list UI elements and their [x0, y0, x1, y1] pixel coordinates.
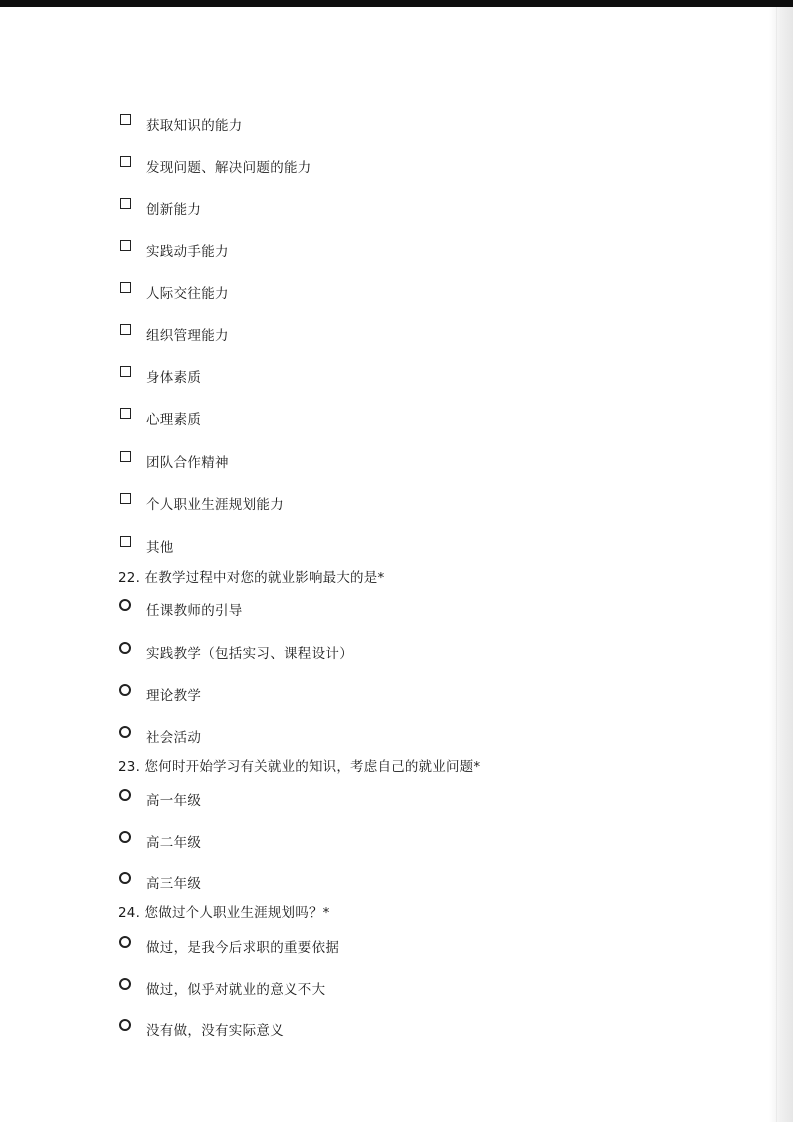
q21-option[interactable]: [0, 324, 700, 350]
q21-option-label: 实践动手能力: [146, 244, 229, 260]
q24-option-label: 做过，是我今后求职的重要依据: [146, 940, 340, 956]
q24-option[interactable]: [0, 936, 700, 962]
q21-option-label: 创新能力: [146, 202, 202, 218]
checkbox-icon[interactable]: [120, 156, 131, 167]
q21-option[interactable]: [0, 198, 700, 224]
checkbox-icon[interactable]: [120, 114, 131, 125]
q21-option-label: 其他: [146, 540, 174, 556]
radio-icon[interactable]: [119, 684, 131, 696]
q21-option[interactable]: [0, 156, 700, 182]
q21-option-label: 组织管理能力: [146, 328, 229, 344]
q23-option-label: 高三年级: [146, 876, 202, 892]
q21-option[interactable]: [0, 240, 700, 266]
checkbox-icon[interactable]: [120, 536, 131, 547]
checkbox-icon[interactable]: [120, 493, 131, 504]
q24-option[interactable]: [0, 1019, 700, 1045]
q21-option-label: 获取知识的能力: [146, 118, 243, 134]
checkbox-icon[interactable]: [120, 366, 131, 377]
q21-option-label: 心理素质: [146, 412, 202, 428]
q21-option[interactable]: [0, 282, 700, 308]
checkbox-icon[interactable]: [120, 198, 131, 209]
q23-option-label: 高一年级: [146, 793, 202, 809]
q24-option-label: 没有做，没有实际意义: [146, 1023, 284, 1039]
q21-option-label: 个人职业生涯规划能力: [146, 497, 284, 513]
q23-option[interactable]: [0, 872, 700, 898]
q22-option[interactable]: [0, 599, 700, 625]
scan-top-border: [0, 0, 793, 7]
checkbox-icon[interactable]: [120, 282, 131, 293]
q22-option[interactable]: [0, 642, 700, 668]
q22-option-label: 实践教学（包括实习、课程设计）: [146, 646, 353, 662]
q22-option[interactable]: [0, 684, 700, 710]
q22-option-label: 理论教学: [146, 688, 202, 704]
q23-title: 23. 您何时开始学习有关就业的知识，考虑自己的就业问题*: [118, 759, 481, 775]
radio-icon[interactable]: [119, 599, 131, 611]
checkbox-icon[interactable]: [120, 240, 131, 251]
q21-option[interactable]: [0, 366, 700, 392]
q21-option[interactable]: [0, 114, 700, 140]
q22-option-label: 任课教师的引导: [146, 603, 243, 619]
q21-option-label: 发现问题、解决问题的能力: [146, 160, 312, 176]
q24-title: 24. 您做过个人职业生涯规划吗？*: [118, 905, 330, 921]
radio-icon[interactable]: [119, 726, 131, 738]
q24-option[interactable]: [0, 978, 700, 1004]
q21-option[interactable]: [0, 493, 700, 519]
q22-option-label: 社会活动: [146, 730, 202, 746]
radio-icon[interactable]: [119, 789, 131, 801]
q21-option-label: 人际交往能力: [146, 286, 229, 302]
q22-option[interactable]: [0, 726, 700, 752]
q21-option-label: 身体素质: [146, 370, 202, 386]
checkbox-icon[interactable]: [120, 408, 131, 419]
q22-title: 22. 在教学过程中对您的就业影响最大的是*: [118, 570, 385, 586]
radio-icon[interactable]: [119, 978, 131, 990]
checkbox-icon[interactable]: [120, 451, 131, 462]
q23-option-label: 高二年级: [146, 835, 202, 851]
q24-option-label: 做过，似乎对就业的意义不大: [146, 982, 326, 998]
q23-option[interactable]: [0, 789, 700, 815]
q23-option[interactable]: [0, 831, 700, 857]
scan-right-edge-shadow: [769, 7, 793, 1122]
radio-icon[interactable]: [119, 831, 131, 843]
radio-icon[interactable]: [119, 1019, 131, 1031]
q21-option[interactable]: [0, 536, 700, 562]
radio-icon[interactable]: [119, 642, 131, 654]
q21-option[interactable]: [0, 451, 700, 477]
q21-option-label: 团队合作精神: [146, 455, 229, 471]
q21-option[interactable]: [0, 408, 700, 434]
radio-icon[interactable]: [119, 872, 131, 884]
checkbox-icon[interactable]: [120, 324, 131, 335]
radio-icon[interactable]: [119, 936, 131, 948]
